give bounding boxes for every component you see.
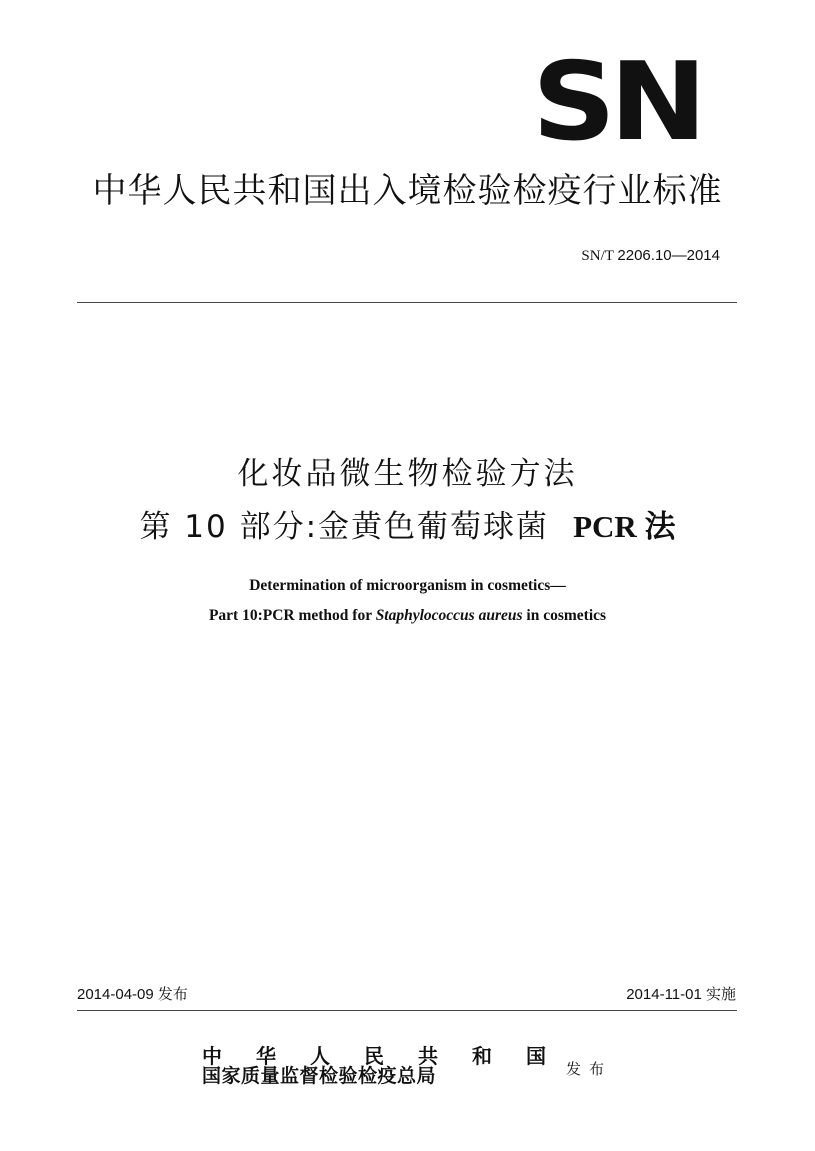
standard-number bbox=[581, 246, 720, 266]
title-en-line2 bbox=[0, 605, 815, 627]
title-en-line1: Determination of microorganism in cosmetics— bbox=[249, 577, 566, 594]
title-cn-pcr: PCR 法 bbox=[573, 509, 676, 544]
standard-prefix: SN/T bbox=[581, 248, 614, 264]
issuer-line1: 中 华 人 民 共 和 国 bbox=[202, 1044, 546, 1068]
title-cn-part: 第 10 部分:金黄色葡萄球菌 bbox=[139, 509, 550, 545]
issuer-line2: 国家质量监督检验检疫总局 bbox=[202, 1065, 437, 1087]
issuer-action: 发布 bbox=[566, 1060, 613, 1078]
title-cn-line1: 化妆品微生物检验方法 bbox=[237, 456, 578, 492]
title-cn-line2 bbox=[0, 506, 815, 548]
footer-divider bbox=[77, 1010, 737, 1011]
header-divider bbox=[77, 302, 737, 303]
title-en-part: Part 10:PCR method for bbox=[208, 607, 376, 624]
issue-date: 2014-04-09 发布 bbox=[77, 986, 188, 1003]
issuer-block bbox=[202, 1046, 546, 1086]
standard-code: 2206.10—2014 bbox=[617, 247, 720, 264]
title-en-species: Staphylococcus aureus bbox=[375, 607, 523, 624]
implement-date: 2014-11-01 实施 bbox=[626, 986, 736, 1003]
sn-logo: SN bbox=[532, 40, 701, 165]
org-title: 中华人民共和国出入境检验检疫行业标准 bbox=[92, 171, 723, 211]
title-en-end: in cosmetics bbox=[522, 607, 607, 624]
